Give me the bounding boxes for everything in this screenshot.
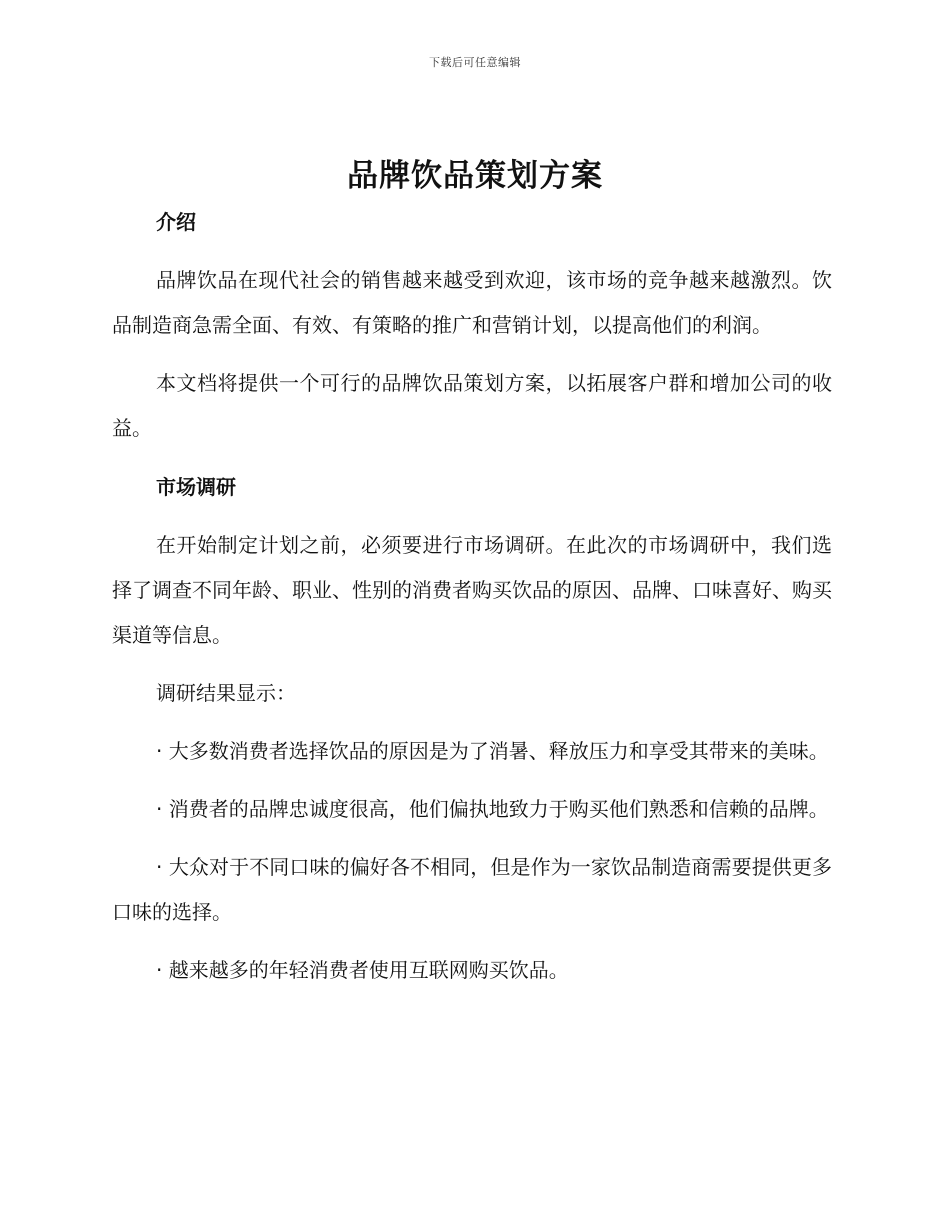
document-title: 品牌饮品策划方案 [347,158,603,194]
section-heading-market-research: 市场调研 [156,475,236,499]
paragraph: 在开始制定计划之前，必须要进行市场调研。在此次的市场调研中，我们选择了调查不同年龄、职业、性别的消费者购买饮品的原因、品牌、口味喜好、购买渠道等信息。 [112,533,832,647]
paragraph: 本文档将提供一个可行的品牌饮品策划方案，以拓展客户群和增加公司的收益。 [112,371,832,440]
bullet-item: · 越来越多的年轻消费者使用互联网购买饮品。 [156,958,569,982]
bullet-item: · 消费者的品牌忠诚度很高，他们偏执地致力于购买他们熟悉和信赖的品牌。 [156,797,829,821]
bullet-item: · 大众对于不同口味的偏好各不相同，但是作为一家饮品制造商需要提供更多口味的选择。 [112,855,832,924]
document-body [112,202,832,993]
paragraph: 调研结果显示： [156,681,296,705]
header-note: 下载后可任意编辑 [429,56,521,69]
section-heading-intro: 介绍 [156,210,196,234]
bullet-item: · 大多数消费者选择饮品的原因是为了消暑、释放压力和享受其带来的美味。 [156,739,829,763]
paragraph: 品牌饮品在现代社会的销售越来越受到欢迎，该市场的竞争越来越激烈。饮品制造商急需全面、有效、有策略的推广和营销计划，以提高他们的利润。 [112,268,832,337]
